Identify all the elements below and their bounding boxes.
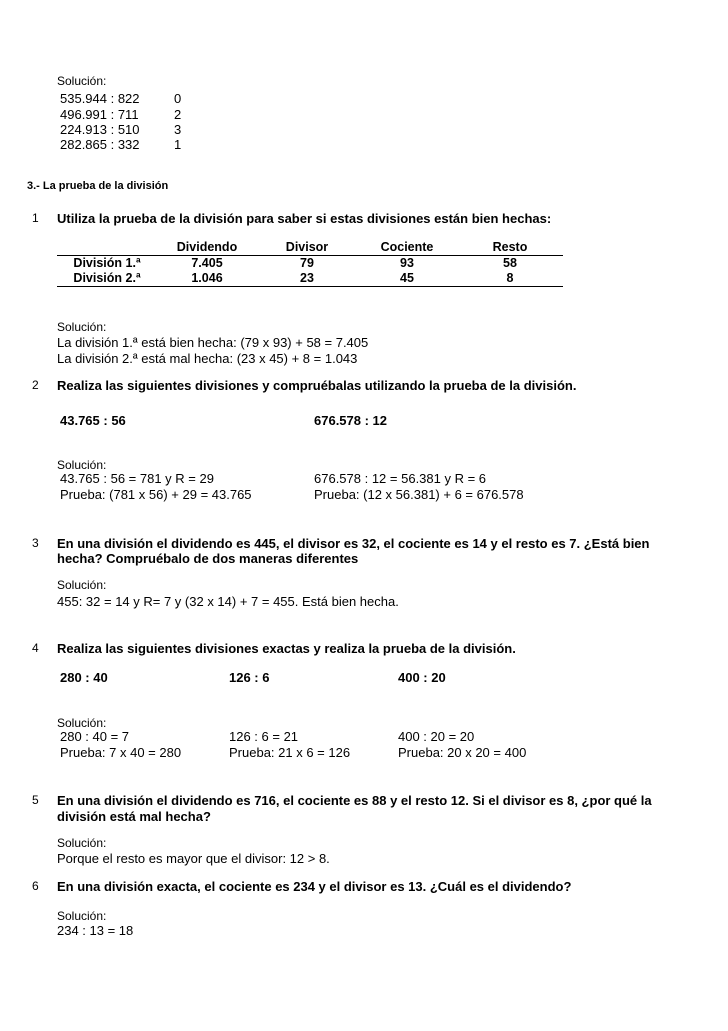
table-header-cell: Resto — [457, 240, 563, 256]
division-remainder: 0 — [174, 91, 182, 106]
solution-text: 676.578 : 12 = 56.381 y R = 6 — [314, 471, 487, 486]
exercise-statement: hecha? Compruébalo de dos maneras diferentes — [57, 551, 359, 566]
exercise-number: 6 — [32, 879, 39, 893]
exercise-number: 3 — [32, 536, 39, 550]
section-title: 3.- La prueba de la división — [27, 180, 169, 192]
division-exercise: 43.765 : 56 — [60, 413, 126, 428]
solution-text: 400 : 20 = 20 — [398, 729, 475, 744]
solution-text: 126 : 6 = 21 — [229, 729, 299, 744]
solution-text: Porque el resto es mayor que el divisor: 12 > 8. — [57, 851, 330, 866]
solution-text: 455: 32 = 14 y R= 7 y (32 x 14) + 7 = 455. Está bien hecha. — [57, 594, 399, 609]
solution-label: Solución: — [57, 74, 107, 88]
table-cell: 58 — [503, 256, 517, 270]
exercise-statement: división está mal hecha? — [57, 809, 211, 824]
table-cell: 23 — [257, 271, 357, 287]
solution-label: Solución: — [57, 320, 107, 334]
solution-label: Solución: — [57, 836, 107, 850]
division-expression: 535.944 : 822 — [60, 91, 140, 106]
table-cell: 79 — [300, 256, 314, 270]
division-remainder: 3 — [174, 122, 182, 137]
table-cell: 8 — [457, 271, 563, 287]
table-header-cell — [57, 240, 157, 256]
table-header-cell: Divisor — [257, 240, 357, 256]
division-exercise: 676.578 : 12 — [314, 413, 388, 428]
solution-text: Prueba: (12 x 56.381) + 6 = 676.578 — [314, 487, 524, 502]
solution-text: Prueba: 7 x 40 = 280 — [60, 745, 182, 760]
table-cell: 93 — [400, 256, 414, 270]
exercise-number: 5 — [32, 793, 39, 807]
exercise-number: 2 — [32, 378, 39, 392]
table-header-cell: Cociente — [357, 240, 457, 256]
table-cell: División 1.ª — [73, 256, 141, 270]
solution-text: Prueba: 21 x 6 = 126 — [229, 745, 351, 760]
exercise-statement: Utiliza la prueba de la división para saber si estas divisiones están bien hechas: — [57, 211, 552, 226]
solution-label: Solución: — [57, 716, 107, 730]
solution-label: Solución: — [57, 578, 107, 592]
exercise-number: 1 — [32, 211, 39, 225]
division-exercise: 400 : 20 — [398, 670, 446, 685]
division-expression: 496.991 : 711 — [60, 107, 139, 122]
solution-label: Solución: — [57, 909, 107, 923]
exercise-statement: Realiza las siguientes divisiones y compruébalas utilizando la prueba de la división. — [57, 378, 577, 393]
table-header-row — [57, 240, 563, 256]
solution-text: Prueba: 20 x 20 = 400 — [398, 745, 527, 760]
solution-text: La división 1.ª está bien hecha: (79 x 93) + 58 = 7.405 — [57, 335, 369, 350]
exercise-statement: En una división exacta, el cociente es 234 y el divisor es 13. ¿Cuál es el dividendo? — [57, 879, 572, 894]
division-exercise: 126 : 6 — [229, 670, 270, 685]
division-remainder: 1 — [174, 137, 182, 152]
division-exercise: 280 : 40 — [60, 670, 108, 685]
division-expression: 224.913 : 510 — [60, 122, 140, 137]
table-cell: 7.405 — [191, 256, 223, 270]
division-table — [57, 240, 563, 287]
exercise-statement: En una división el dividendo es 716, el cociente es 88 y el resto 12. Si el divisor es 8, ¿por qué la — [57, 793, 652, 808]
exercise-number: 4 — [32, 641, 39, 655]
table-cell: 45 — [357, 271, 457, 287]
solution-label: Solución: — [57, 458, 107, 472]
table-row — [57, 271, 563, 287]
division-remainder: 2 — [174, 107, 182, 122]
table-row — [57, 256, 563, 272]
exercise-statement: Realiza las siguientes divisiones exactas y realiza la prueba de la división. — [57, 641, 516, 656]
solution-text: 234 : 13 = 18 — [57, 923, 134, 938]
solution-text: 280 : 40 = 7 — [60, 729, 130, 744]
table-header-cell: Dividendo — [157, 240, 257, 256]
solution-text: La división 2.ª está mal hecha: (23 x 45) + 8 = 1.043 — [57, 351, 358, 366]
table-cell: División 2.ª — [57, 271, 157, 287]
table-cell: 1.046 — [157, 271, 257, 287]
division-expression: 282.865 : 332 — [60, 137, 140, 152]
solution-text: 43.765 : 56 = 781 y R = 29 — [60, 471, 214, 486]
exercise-statement: En una división el dividendo es 445, el divisor es 32, el cociente es 14 y el resto es 7. ¿Está bien — [57, 536, 650, 551]
solution-text: Prueba: (781 x 56) + 29 = 43.765 — [60, 487, 252, 502]
